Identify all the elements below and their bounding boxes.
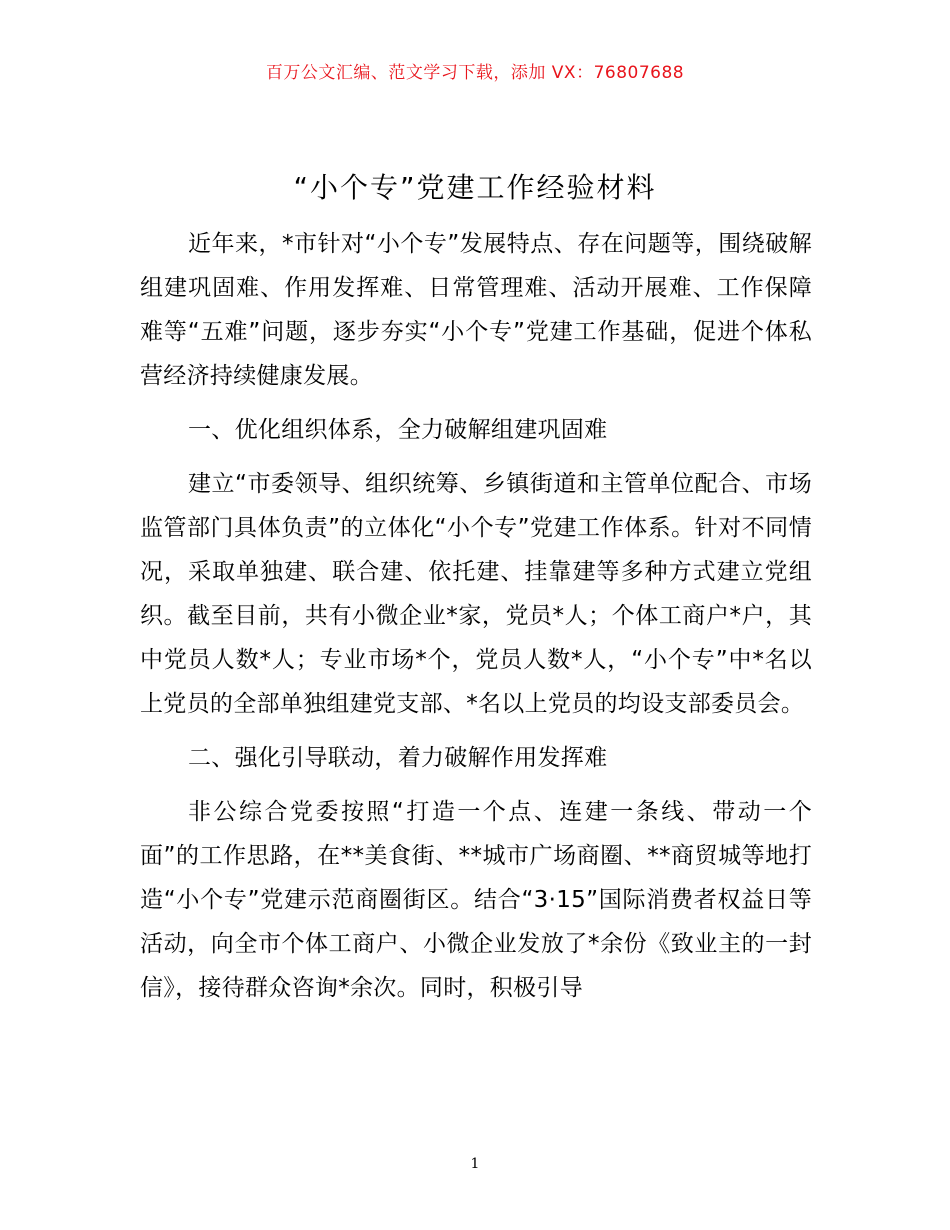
section-2-paragraph: 非公综合党委按照“打造一个点、连建一条线、带动一个面”的工作思路，在**美食街、**城市广场商圈、**商贸城等地打造“小个专”党建示范商圈街区。结合“3·15”国际消费者权益日等活动，向全市个体工商户、小微企业发放了*余份《致业主的一封信》，接待群众咨询*余次。同时，积极引导 (140, 799, 812, 1001)
section-heading-1: 一、优化组织体系，全力破解组建巩固难 (188, 417, 608, 443)
document-body (140, 222, 812, 1020)
document-title: “小个专”党建工作经验材料 (293, 171, 657, 204)
page-number: 1 (470, 1156, 480, 1172)
header-watermark-note: 百万公文汇编、范文学习下载，添加 VX：76807688 (265, 63, 685, 83)
section-heading-2: 二、强化引导联动，着力破解作用发挥难 (188, 745, 608, 771)
section-1-paragraph: 建立“市委领导、组织统筹、乡镇街道和主管单位配合、市场监管部门具体负责”的立体化“小个专”党建工作体系。针对不同情况，采取单独建、联合建、依托建、挂靠建等多种方式建立党组织。截至目前，共有小微企业*家，党员*人；个体工商户*户，其中党员人数*人；专业市场*个，党员人数*人，“小个专”中*名以上党员的全部单独组建党支部、*名以上党员的均设支部委员会。 (140, 471, 812, 717)
intro-paragraph: 近年来，*市针对“小个专”发展特点、存在问题等，围绕破解组建巩固难、作用发挥难、日常管理难、活动开展难、工作保障难等“五难”问题，逐步夯实“小个专”党建工作基础，促进个体私营经济持续健康发展。 (140, 231, 812, 389)
